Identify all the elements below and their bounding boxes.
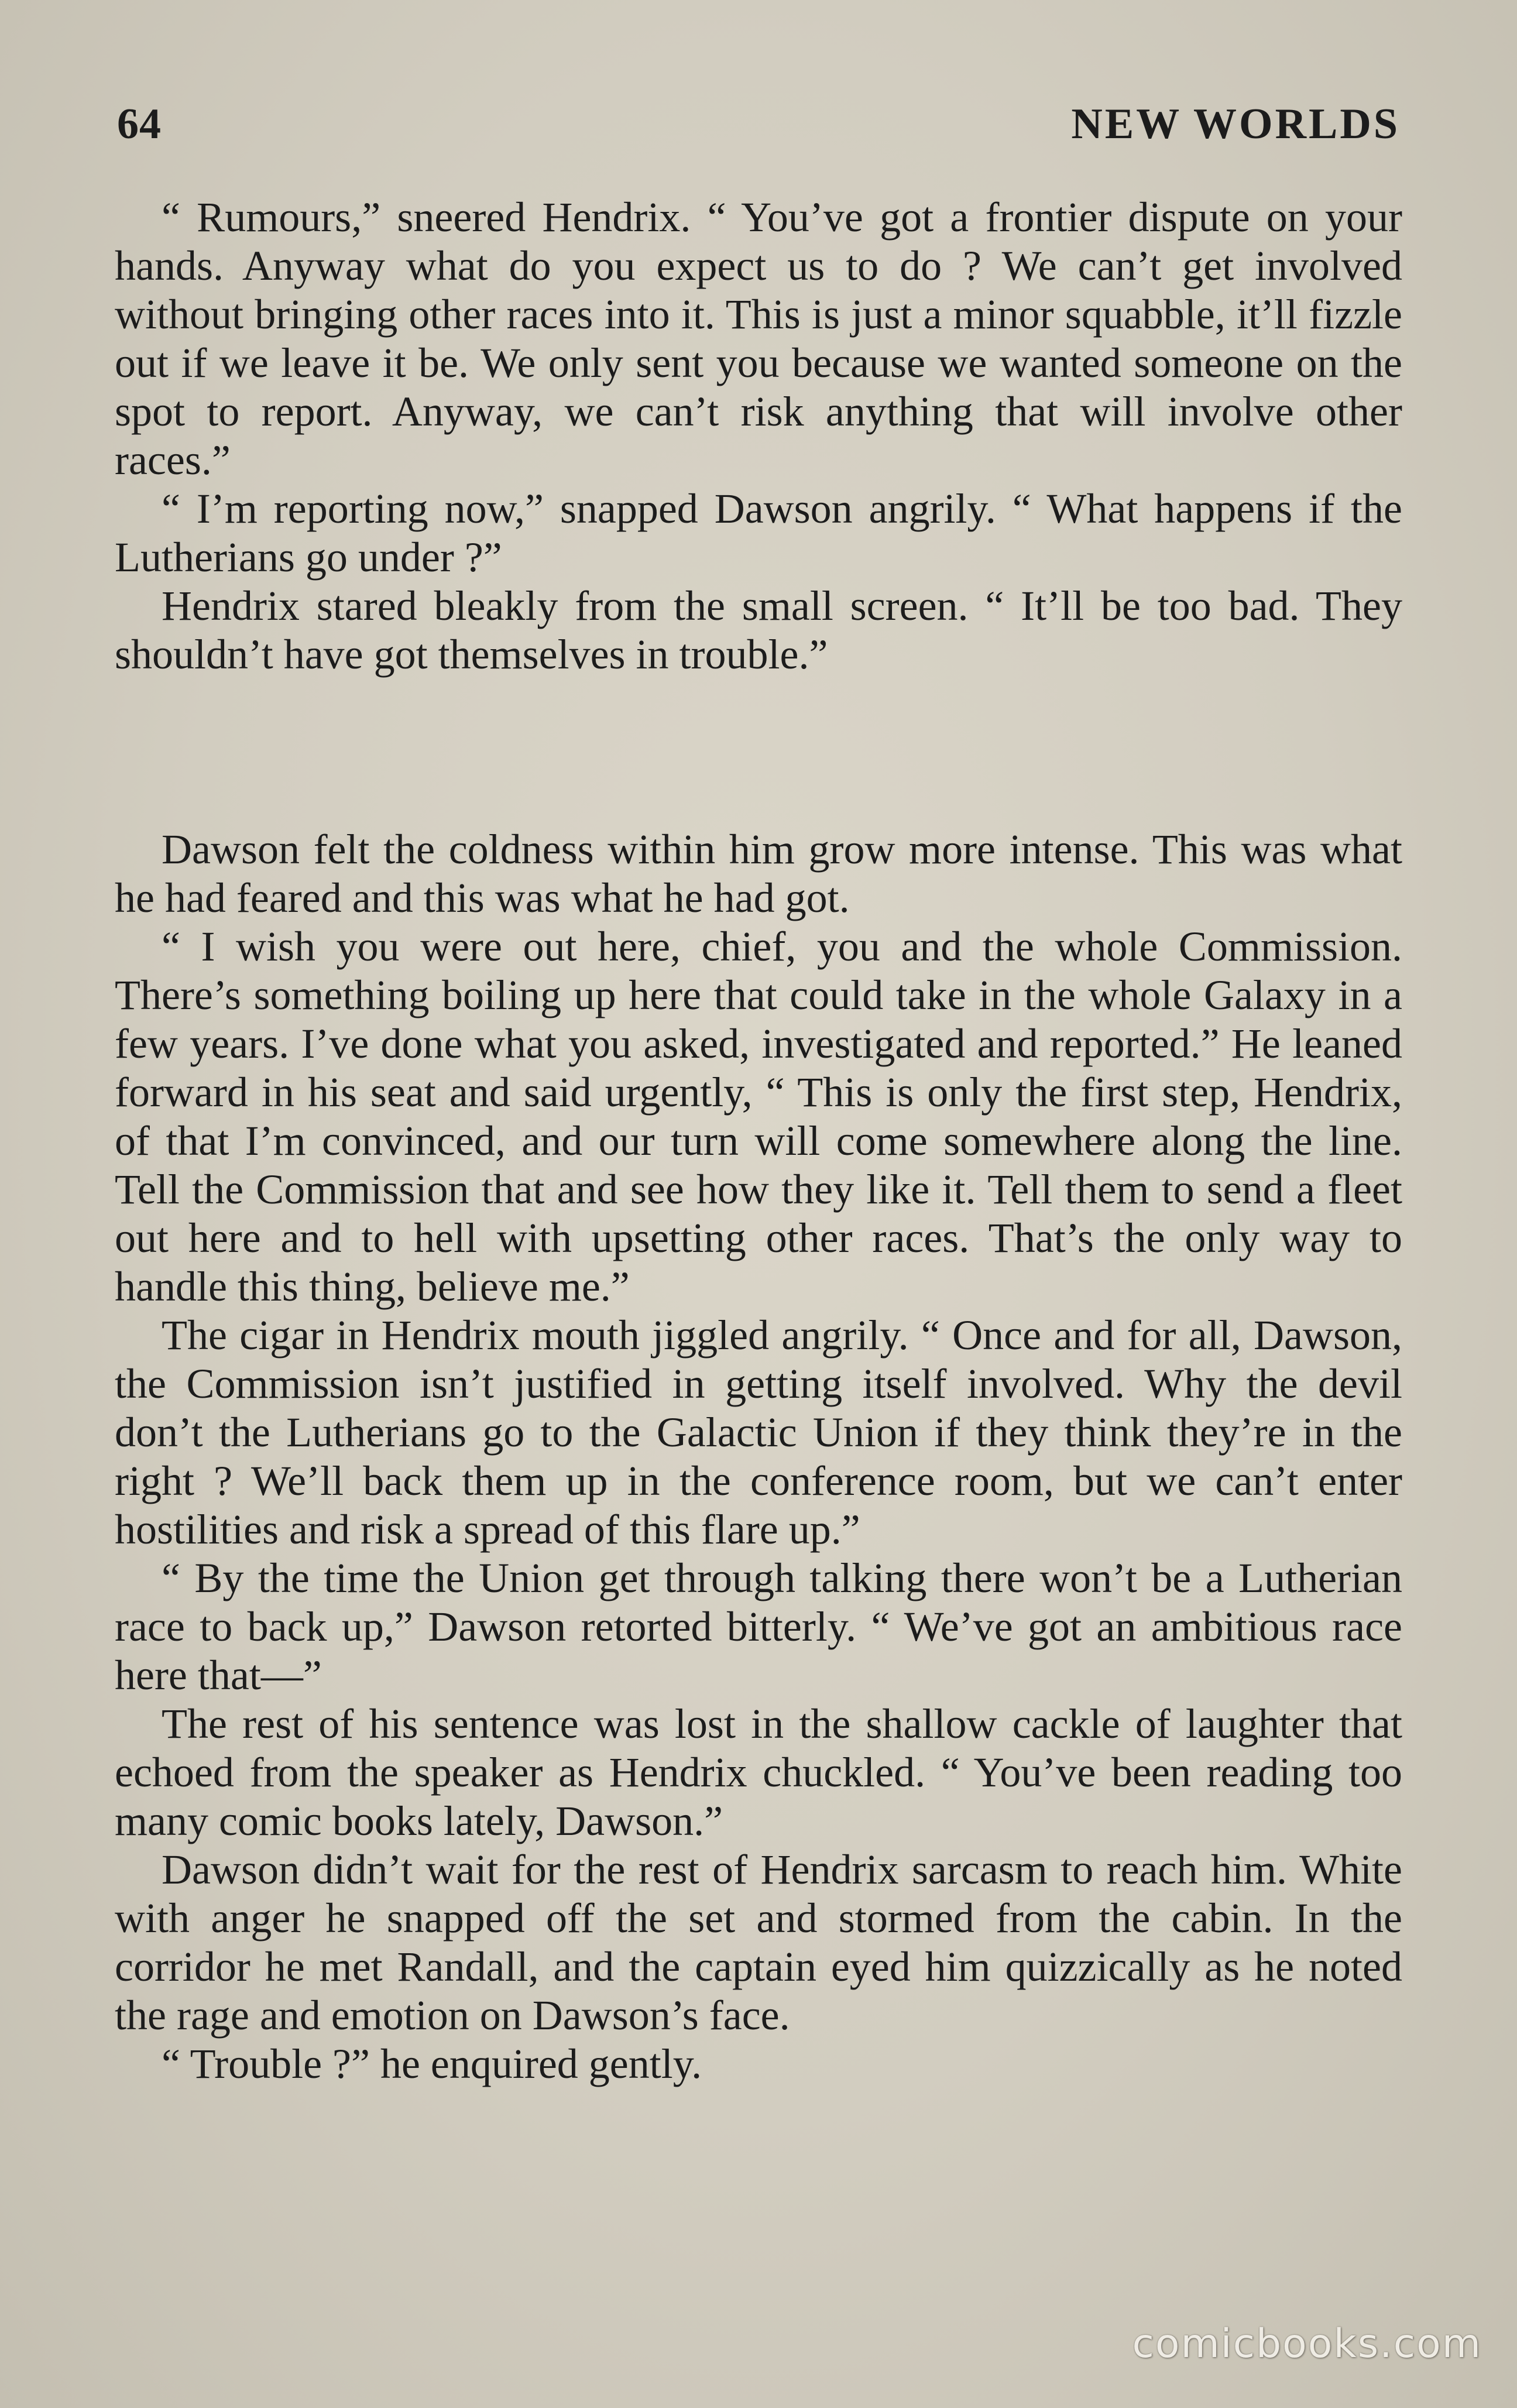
paragraph: The rest of his sentence was lost in the shallow cackle of laughter that echoed from the speaker as Hendrix chuckled. “ You’ve been reading too many comic books lately, Dawson.” bbox=[115, 1700, 1402, 1844]
paragraph: “ Rumours,” sneered Hendrix. “ You’ve got a frontier dispute on your hands. Anyway what do you expect us to do ? We can’t get involved without bringing other races into it. This is just a minor squabble, it’ll fizzle out if we leave it be. We only sent you because we wanted someone on the spot to report. Anyway, we can’t risk anything that will involve other races.” bbox=[115, 194, 1402, 483]
page-header bbox=[117, 100, 1400, 164]
paragraph: Dawson didn’t wait for the rest of Hendrix sarcasm to reach him. White with anger he snapped off the set and stormed from the cabin. In the corridor he met Randall, and the captain eyed him quizzically as he noted the rage and emotion on Dawson’s face. bbox=[115, 1846, 1402, 2039]
text-block-top bbox=[115, 193, 1402, 679]
watermark-logo: comicbooks.com bbox=[1132, 2321, 1482, 2367]
paragraph: Dawson felt the coldness within him grow more intense. This was what he had feared and this was what he had got. bbox=[115, 826, 1402, 921]
paragraph: The cigar in Hendrix mouth jiggled angrily. “ Once and for all, Dawson, the Commission isn’t justified in getting itself involved. Why the devil don’t the Lutherians go to the Galactic Union if they think they’re in the right ? We’ll back them up in the conference room, but we can’t enter hostilities and risk a spread of this flare up.” bbox=[115, 1312, 1402, 1553]
paragraph: “ I wish you were out here, chief, you and the whole Commission. There’s something boiling up here that could take in the whole Galaxy in a few years. I’ve done what you asked, investigated and reported.” He leaned forward in his seat and said urgently, “ This is only the first step, Hendrix, of that I’m convinced, and our turn will come somewhere along the line. Tell the Commission that and see how they like it. Tell them to send a fleet out here and to hell with upsetting other races. That’s the only way to handle this thing, believe me.” bbox=[115, 923, 1402, 1310]
running-head: NEW WORLDS bbox=[1071, 100, 1400, 148]
paragraph: “ Trouble ?” he enquired gently. bbox=[162, 2040, 702, 2087]
page-number: 64 bbox=[117, 100, 162, 148]
paragraph: “ By the time the Union get through talking there won’t be a Lutherian race to back up,” Dawson retorted bitterly. “ We’ve got an ambitious race here that—” bbox=[115, 1555, 1402, 1699]
paragraph: Hendrix stared bleakly from the small screen. “ It’ll be too bad. They shouldn’t have got themselves in trouble.” bbox=[115, 582, 1402, 678]
text-block-bottom bbox=[115, 825, 1402, 2088]
paragraph: “ I’m reporting now,” snapped Dawson angrily. “ What happens if the Lutherians go under ?” bbox=[115, 485, 1402, 581]
